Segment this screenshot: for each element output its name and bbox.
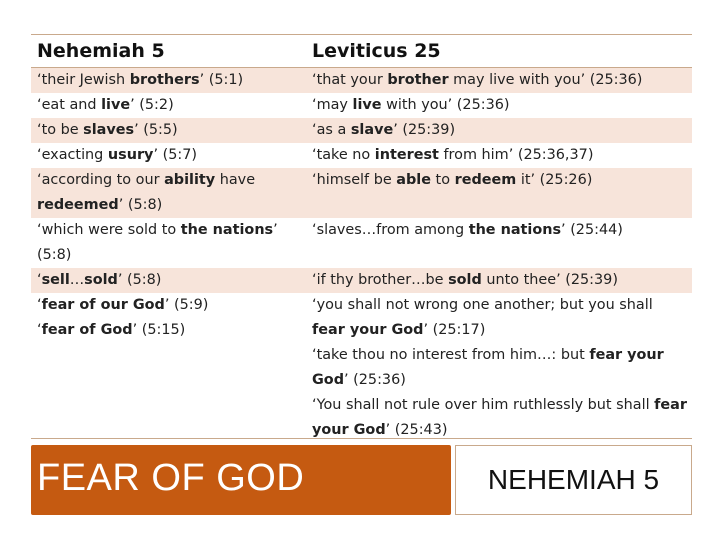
title-banner: [31, 445, 451, 515]
nehemiah-cell: ‘eat and live’ (5:2): [37, 97, 174, 113]
table-row: [31, 143, 692, 168]
nehemiah-cell: ‘their Jewish brothers’ (5:1): [37, 72, 244, 88]
table-header: [31, 34, 692, 68]
table-row: [31, 218, 692, 268]
slide-title: FEAR OF GOD: [37, 457, 305, 499]
leviticus-cell: ‘you shall not wrong one another; but you shall fear your God’ (25:17) ‘take thou no interest from him…: but fear your God’ (25:36) ‘You shall not rule over him ruthlessly but shall fear your God’ (25:43): [312, 297, 687, 438]
table-divider: [31, 438, 692, 439]
nehemiah-cell: ‘which were sold to the nations’ (5:8): [37, 222, 278, 263]
comparison-table: [31, 34, 692, 443]
leviticus-cell: ‘that your brother may live with you’ (25:36): [312, 72, 643, 88]
leviticus-cell: ‘may live with you’ (25:36): [312, 97, 510, 113]
leviticus-cell: ‘if thy brother…be sold unto thee’ (25:39): [312, 272, 618, 288]
table-row: [31, 118, 692, 143]
table-row: [31, 268, 692, 293]
leviticus-cell: ‘slaves…from among the nations’ (25:44): [312, 222, 623, 238]
nehemiah-cell: ‘according to our ability have redeemed’ (5:8): [37, 172, 256, 213]
nehemiah-cell: ‘exacting usury’ (5:7): [37, 147, 197, 163]
table-row: [31, 68, 692, 93]
leviticus-cell: ‘as a slave’ (25:39): [312, 122, 456, 138]
leviticus-cell: ‘take no interest from him’ (25:36,37): [312, 147, 594, 163]
nehemiah-cell: ‘sell…sold’ (5:8): [37, 272, 162, 288]
nehemiah-cell: ‘fear of our God’ (5:9) ‘fear of God’ (5:15): [37, 297, 209, 338]
table-body: [31, 68, 692, 443]
leviticus-cell: ‘himself be able to redeem it’ (25:26): [312, 172, 593, 188]
slide-subtitle: NEHEMIAH 5: [487, 464, 660, 495]
header-leviticus: Leviticus 25: [312, 40, 441, 62]
header-nehemiah: Nehemiah 5: [37, 40, 165, 62]
table-row: [31, 168, 692, 218]
table-row: [31, 93, 692, 118]
subtitle-box: [455, 445, 692, 515]
table-row: [31, 293, 692, 443]
nehemiah-cell: ‘to be slaves’ (5:5): [37, 122, 178, 138]
